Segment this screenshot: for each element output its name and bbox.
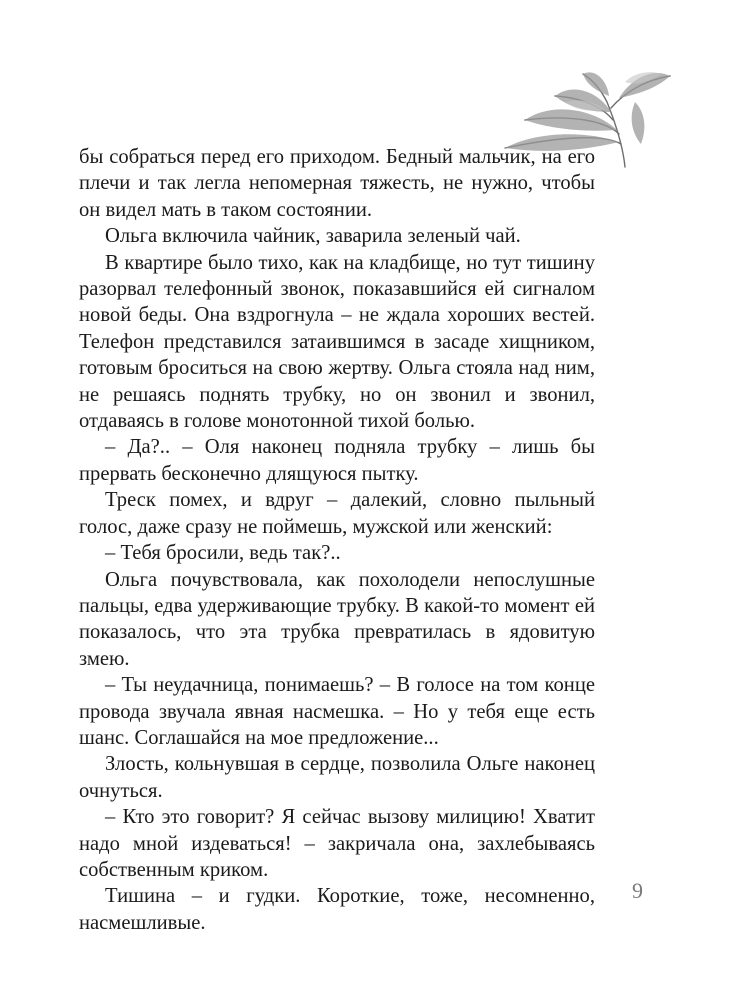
paragraph: бы собраться перед его приходом. Бедный мальчик, на его плечи и так легла непомерная тяжесть, не нужно, чтобы он видел мать в таком состоянии.	[79, 146, 595, 221]
paragraph: – Тебя бросили, ведь так?..	[105, 542, 341, 565]
paragraph: Треск помех, и вдруг – далекий, словно пыльный голос, даже сразу не поймешь, мужской или женский:	[79, 489, 595, 538]
page-number: 9	[632, 878, 643, 903]
paragraph: – Да?.. – Оля наконец подняла трубку – лишь бы прервать бесконечно длящуюся пытку.	[79, 436, 595, 485]
paragraph: Ольга включила чайник, заварила зеленый чай.	[105, 225, 521, 248]
paragraph: Тишина – и гудки. Короткие, тоже, несомненно, насмешливые.	[79, 885, 595, 934]
paragraph: Ольга почувствовала, как похолодели непослушные пальцы, едва удерживающие трубку. В какой-то момент ей показалось, что эта трубка превратилась в ядовитую змею.	[79, 568, 595, 670]
paragraph: Злость, кольнувшая в сердце, позволила Ольге наконец очнуться.	[79, 753, 595, 802]
paragraph: – Ты неудачница, понимаешь? – В голосе на том конце провода звучала явная насмешка. – Но у тебя еще есть шанс. Соглашайся на мое предложение...	[79, 674, 595, 749]
body-text	[79, 144, 595, 936]
paragraph: В квартире было тихо, как на кладбище, но тут тишину разорвал телефонный звонок, показавшийся ей сигналом новой беды. Она вздрогнула – не ждала хороших вестей. Телефон представился затаившимся в засаде хищником, готовым броситься на свою жертву. Ольга стояла над ним, не решаясь поднять трубку, но он звонил и звонил, отдаваясь в голове монотонной тихой болью.	[79, 251, 595, 433]
paragraph: – Кто это говорит? Я сейчас вызову милицию! Хватит надо мной издеваться! – закричала она, захлебываясь собственным криком.	[79, 806, 595, 881]
